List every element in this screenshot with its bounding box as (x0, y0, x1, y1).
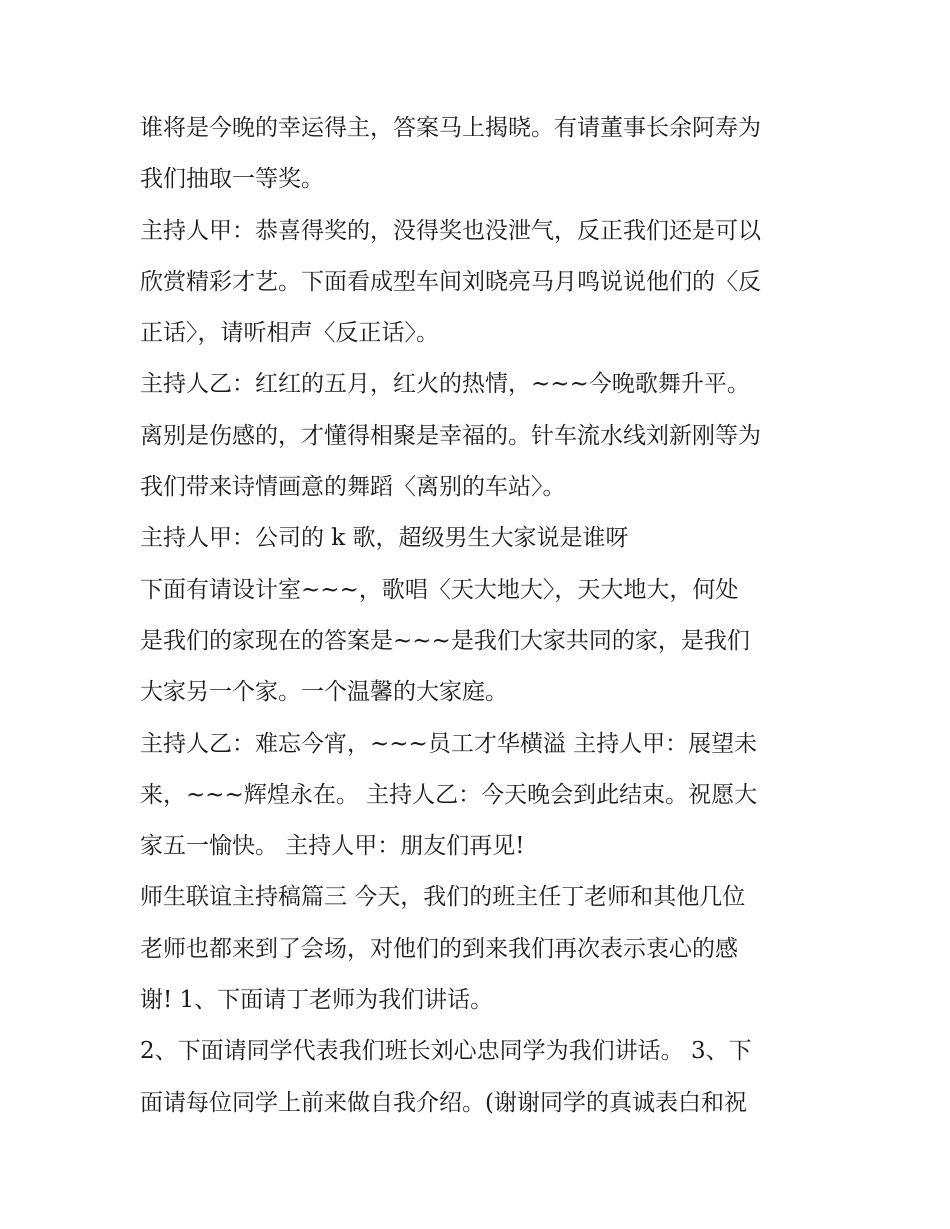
text-line: 来，~~~辉煌永在。 主持人乙：今天晚会到此结束。祝愿大 (140, 781, 758, 808)
text-line: 大家另一个家。一个温馨的大家庭。 (140, 679, 508, 706)
text-line: 下面有请设计室~~~，歌唱〈天大地大〉，天大地大，何处 (140, 576, 739, 603)
text-line: 主持人乙：红红的五月，红火的热情，~~~今晚歌舞升平。 (140, 371, 750, 398)
text-line: 面请每位同学上前来做自我介绍。(谢谢同学的真诚表白和祝 (140, 1089, 747, 1116)
text-line: 谁将是今晚的幸运得主，答案马上揭晓。有请董事长余阿寿为 (140, 115, 761, 141)
text-line: 离别是伤感的，才懂得相聚是幸福的。针车流水线刘新刚等为 (140, 422, 761, 449)
text-line: 家五一愉快。 主持人甲：朋友们再见! (140, 833, 525, 860)
text-line: 正话〉，请听相声〈反正话〉。 (140, 320, 439, 347)
text-line: 谢! 1、下面请丁老师为我们讲话。 (140, 987, 494, 1014)
text-line: 师生联谊主持稿篇三 今天，我们的班主任丁老师和其他几位 (140, 884, 746, 911)
text-line: 老师也都来到了会场，对他们的到来我们再次表示衷心的感 (140, 935, 738, 962)
text-line: 主持人甲：恭喜得奖的，没得奖也没泄气，反正我们还是可以 (140, 217, 761, 244)
text-line: 主持人甲：公司的 k 歌，超级男生大家说是谁呀 (140, 525, 629, 552)
text-line: 2、下面请同学代表我们班长刘心忠同学为我们讲话。 3、下 (140, 1038, 752, 1065)
text-line: 是我们的家现在的答案是~~~是我们大家共同的家，是我们 (140, 627, 750, 654)
text-line: 我们抽取一等奖。 (140, 166, 324, 193)
text-line: 我们带来诗情画意的舞蹈〈离别的车站〉。 (140, 474, 566, 501)
text-line: 主持人乙：难忘今宵，~~~员工才华横溢 主持人甲：展望未 (140, 730, 758, 757)
text-line: 欣赏精彩才艺。下面看成型车间刘晓亮马月鸣说说他们的〈反 (140, 268, 761, 295)
body-text (140, 103, 820, 1129)
